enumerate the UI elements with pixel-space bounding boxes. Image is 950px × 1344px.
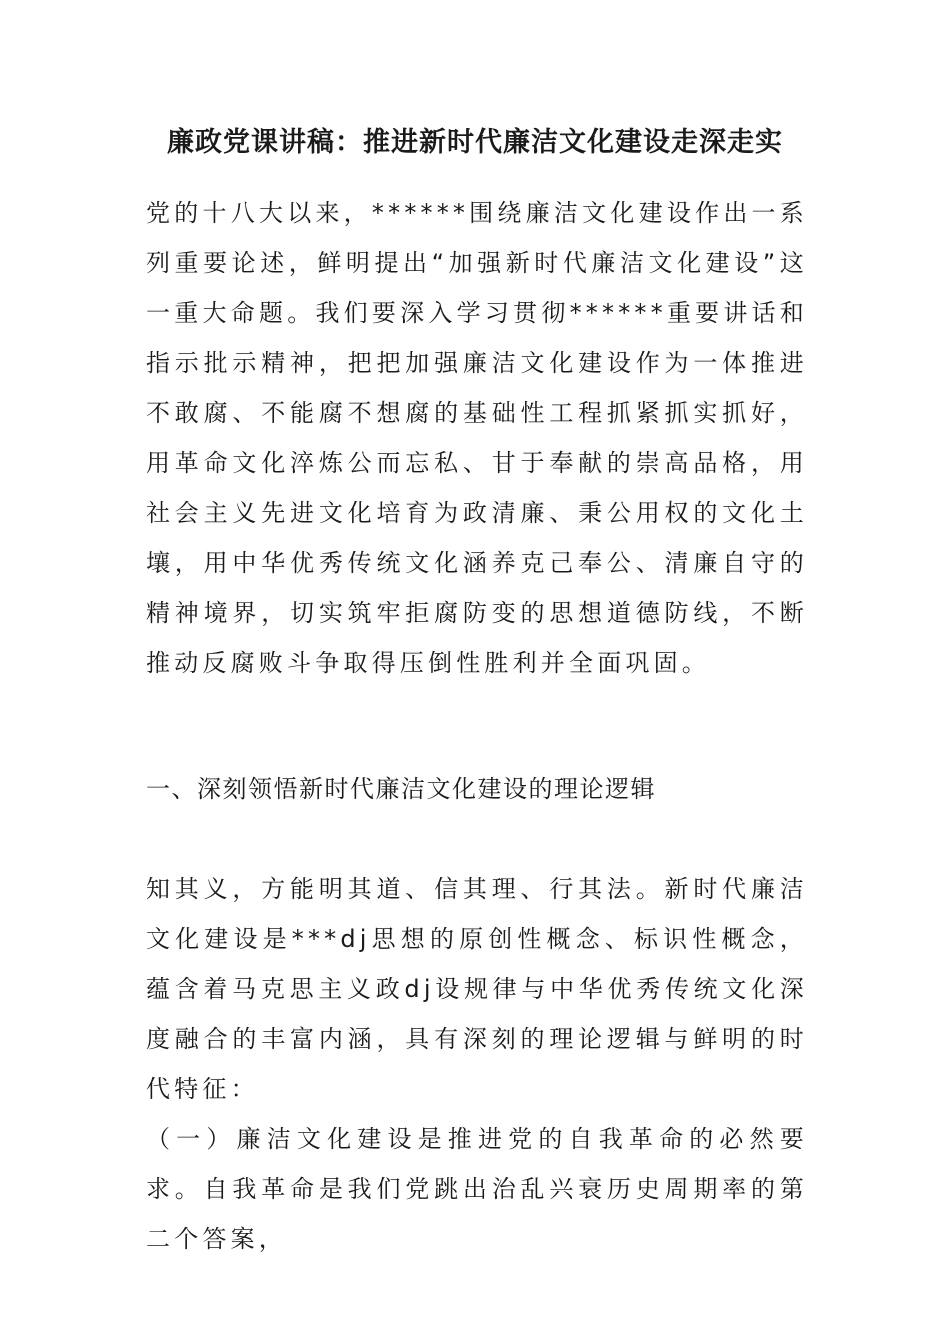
document-title: 廉政党课讲稿：推进新时代廉洁文化建设走深走实 xyxy=(167,127,783,158)
subsection-paragraph: （一）廉洁文化建设是推进党的自我革命的必然要求。自我革命是我们党跳出治乱兴衰历史周期率的第二个答案， xyxy=(146,1125,808,1253)
section-heading: 一、深刻领悟新时代廉洁文化建设的理论逻辑 xyxy=(146,775,656,803)
body-paragraph: 知其义，方能明其道、信其理、行其法。新时代廉洁文化建设是***dj思想的原创性概念、标识性概念，蕴含着马克思主义政dj设规律与中华优秀传统文化深度融合的丰富内涵，具有深刻的理论逻辑与鲜明的时代特征： xyxy=(146,875,808,1103)
intro-paragraph: 党的十八大以来，******围绕廉洁文化建设作出一系列重要论述，鲜明提出“加强新时代廉洁文化建设”这一重大命题。我们要深入学习贯彻******重要讲话和指示批示精神，把把加强廉洁文化建设作为一体推进不敢腐、不能腐不想腐的基础性工程抓紧抓实抓好，用革命文化淬炼公而忘私、甘于奉献的崇高品格，用社会主义先进文化培育为政清廉、秉公用权的文化土壤，用中华优秀传统文化涵养克己奉公、清廉自守的精神境界，切实筑牢拒腐防变的思想道德防线，不断推动反腐败斗争取得压倒性胜利并全面巩固。 xyxy=(146,199,808,677)
